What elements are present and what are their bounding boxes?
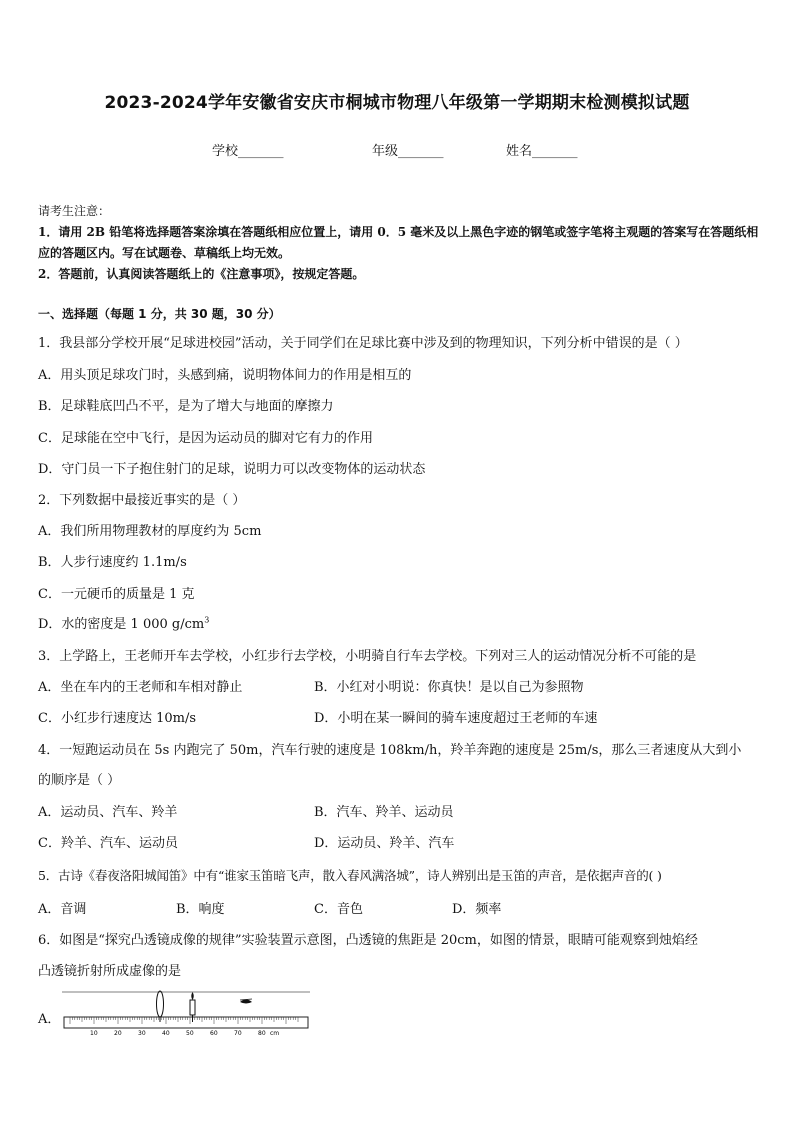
q2-option-d-exponent: 3 bbox=[204, 615, 210, 625]
q1-option-a[interactable]: A．用头顶足球攻门时，头感到痛，说明物体间力的作用是相互的 bbox=[38, 368, 412, 383]
ruler-tick-label: 50 bbox=[186, 1030, 194, 1037]
ruler-tick-label: 60 bbox=[210, 1030, 218, 1037]
school-field[interactable]: 学校_______ bbox=[212, 144, 284, 159]
q6-stem-line2: 凸透镜折射所成虚像的是 bbox=[38, 964, 182, 979]
ruler-tick-label: 10 bbox=[90, 1030, 98, 1037]
q3-option-b[interactable]: B．小红对小明说：你真快！是以自己为参照物 bbox=[314, 680, 584, 695]
notice-block bbox=[38, 201, 760, 285]
exam-title: 2023-2024学年安徽省安庆市桐城市物理八年级第一学期期末检测模拟试题 bbox=[104, 93, 690, 113]
q4-stem-line2: 的顺序是（ ） bbox=[38, 773, 121, 788]
grade-field[interactable]: 年级_______ bbox=[372, 144, 444, 159]
ruler-tick-label: 70 bbox=[234, 1030, 242, 1037]
q5-option-d[interactable]: D．频率 bbox=[452, 902, 502, 917]
candle bbox=[190, 1000, 195, 1015]
notice-heading: 请考生注意： bbox=[38, 204, 111, 218]
q5-stem: 5．古诗《春夜洛阳城闻笛》中有“谁家玉笛暗飞声，散入春风满洛城”，诗人辨别出是玉笛的声音，是依据声音的( ) bbox=[38, 868, 662, 883]
q5-option-b[interactable]: B．响度 bbox=[176, 902, 225, 917]
section-heading: 一、选择题（每题 1 分，共 30 题，30 分） bbox=[38, 307, 281, 321]
ruler-tick-label: 30 bbox=[138, 1030, 146, 1037]
q6-option-a[interactable]: A． bbox=[38, 1012, 61, 1027]
q1-option-c[interactable]: C．足球能在空中飞行，是因为运动员的脚对它有力的作用 bbox=[38, 431, 373, 446]
candle-flame bbox=[191, 992, 194, 1000]
ruler-tick-label: 40 bbox=[162, 1030, 170, 1037]
ruler-tick-label: 20 bbox=[114, 1030, 122, 1037]
q3-stem: 3．上学路上，王老师开车去学校，小红步行去学校，小明骑自行车去学校。下列对三人的运动情况分析不可能的是 bbox=[38, 649, 697, 664]
ruler-ticks bbox=[70, 1017, 298, 1024]
name-field[interactable]: 姓名_______ bbox=[506, 144, 578, 159]
convex-lens bbox=[157, 991, 164, 1017]
q2-option-d[interactable] bbox=[38, 613, 209, 632]
notice-item-2: 2．答题前，认真阅读答题纸上的《注意事项》，按规定答题。 bbox=[38, 267, 365, 281]
ruler-unit: cm bbox=[270, 1030, 280, 1037]
q1-stem: 1．我县部分学校开展“足球进校园”活动，关于同学们在足球比赛中涉及到的物理知识，下列分析中错误的是（ ） bbox=[38, 336, 688, 351]
q3-option-d[interactable]: D．小明在某一瞬间的骑车速度超过王老师的车速 bbox=[314, 711, 598, 726]
eye-brow bbox=[240, 999, 252, 1000]
q4-option-c[interactable]: C．羚羊、汽车、运动员 bbox=[38, 836, 178, 851]
q2-option-c[interactable]: C．一元硬币的质量是 1 克 bbox=[38, 587, 195, 602]
optical-bench-figure bbox=[62, 988, 310, 1038]
q1-option-d[interactable]: D．守门员一下子抱住射门的足球，说明力可以改变物体的运动状态 bbox=[38, 462, 426, 477]
q1-option-b[interactable]: B．足球鞋底凹凸不平，是为了增大与地面的摩擦力 bbox=[38, 399, 334, 414]
q5-option-a[interactable]: A．音调 bbox=[38, 902, 87, 917]
q2-stem: 2．下列数据中最接近事实的是（ ） bbox=[38, 493, 246, 508]
ruler-tick-labels bbox=[90, 1030, 266, 1037]
q2-option-b[interactable]: B．人步行速度约 1.1m/s bbox=[38, 555, 187, 570]
q4-stem-line1: 4．一短跑运动员在 5s 内跑完了 50m，汽车行驶的速度是 108km/h，羚羊奔跑的速度是 25m/s，那么三者速度从大到小 bbox=[38, 743, 742, 758]
ruler-tick-label: 80 bbox=[258, 1030, 266, 1037]
q3-option-c[interactable]: C．小红步行速度达 10m/s bbox=[38, 711, 196, 726]
q2-option-a[interactable]: A．我们所用物理教材的厚度约为 5cm bbox=[38, 524, 262, 539]
notice-item-1: 1．请用 2B 铅笔将选择题答案涂填在答题纸相应位置上，请用 0．5 毫米及以上黑色字迹的钢笔或签字笔将主观题的答案写在答题纸相应的答题区内。写在试题卷、草稿纸上均无效。 bbox=[38, 225, 759, 260]
q3-option-a[interactable]: A．坐在车内的王老师和车相对静止 bbox=[38, 680, 243, 695]
q4-option-b[interactable]: B．汽车、羚羊、运动员 bbox=[314, 805, 454, 820]
q6-stem-line1: 6．如图是“探究凸透镜成像的规律”实验装置示意图，凸透镜的焦距是 20cm，如图的情景，眼睛可能观察到烛焰经 bbox=[38, 933, 698, 948]
q4-option-d[interactable]: D．运动员、羚羊、汽车 bbox=[314, 836, 455, 851]
q2-option-d-text: D．水的密度是 1 000 g/cm bbox=[38, 617, 205, 632]
q4-option-a[interactable]: A．运动员、汽车、羚羊 bbox=[38, 805, 178, 820]
q5-option-c[interactable]: C．音色 bbox=[314, 902, 363, 917]
